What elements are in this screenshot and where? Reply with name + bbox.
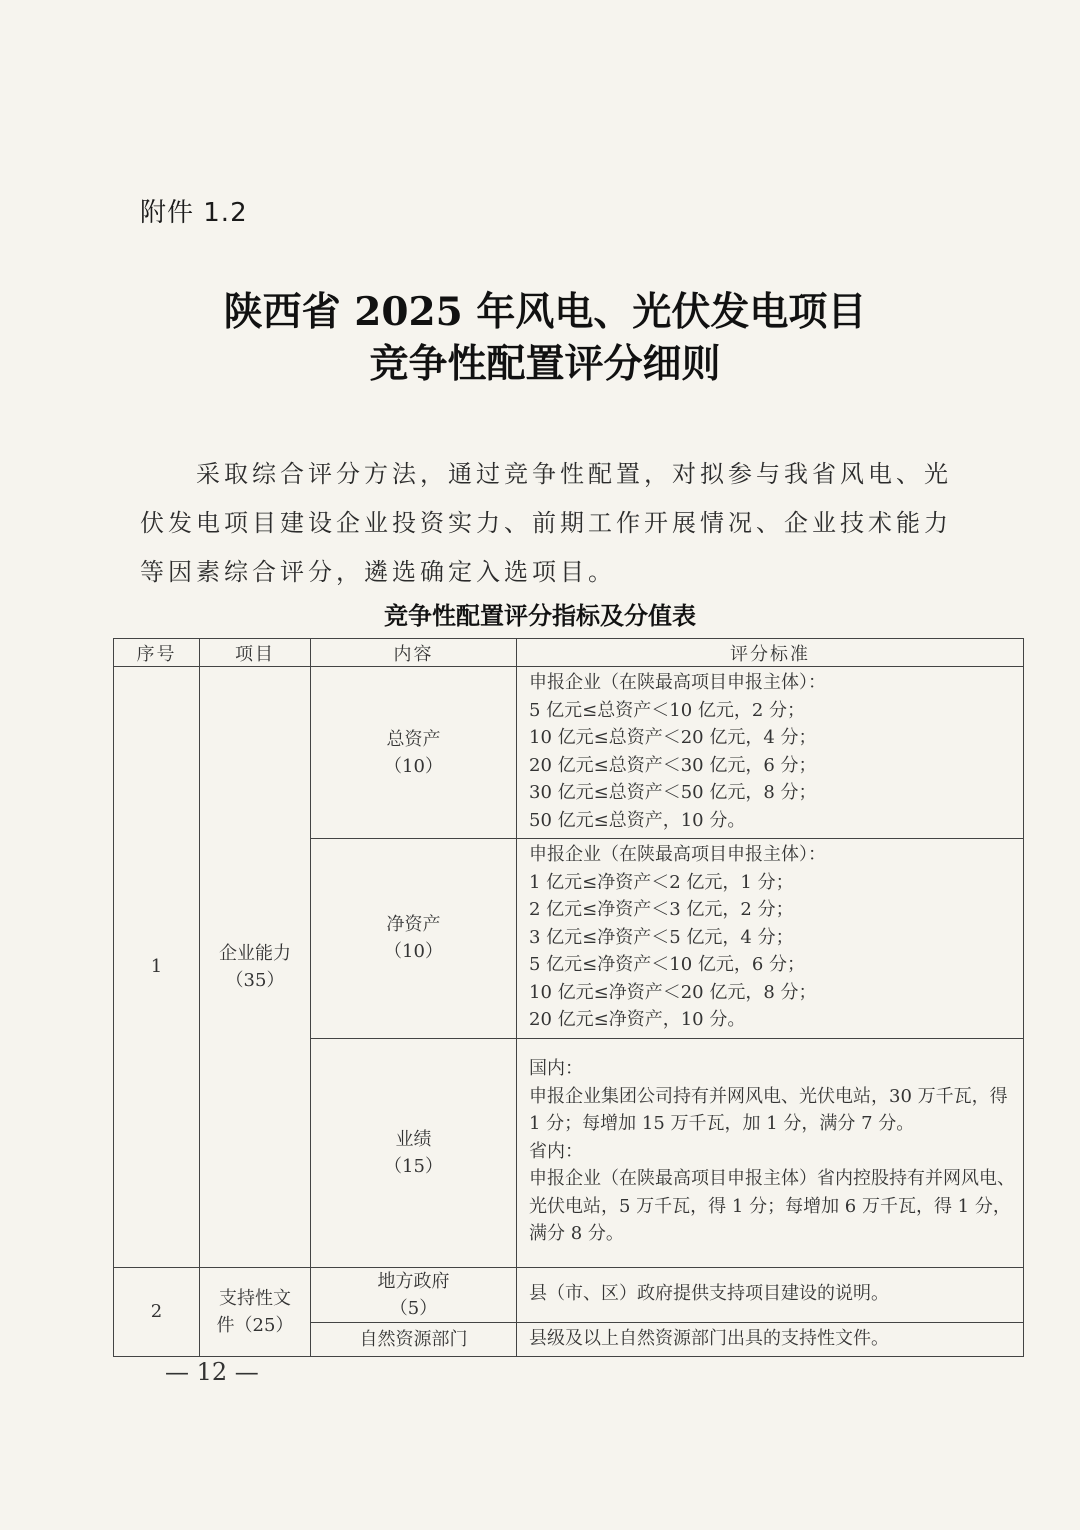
criteria-line: 申报企业（在陕最高项目申报主体）省内控股持有并网风电、光伏电站，5 万千瓦，得 1 分；每增加 6 万千瓦，得 1 分，满分 8 分。 bbox=[529, 1168, 1015, 1245]
content-cell bbox=[311, 1322, 517, 1357]
content-score: （5） bbox=[389, 1297, 438, 1319]
content-name: 净资产 bbox=[386, 914, 441, 936]
row-number: 2 bbox=[114, 1267, 200, 1357]
criteria-line: 2 亿元≤净资产＜3 亿元，2 分； bbox=[529, 899, 794, 920]
content-score: （10） bbox=[384, 755, 443, 777]
criteria-line: 5 亿元≤净资产＜10 亿元，6 分； bbox=[529, 954, 806, 975]
criteria-line: 申报企业（在陕最高项目申报主体）： bbox=[529, 672, 826, 693]
attachment-label: 附件 1.2 bbox=[140, 198, 248, 228]
content-name: 业绩 bbox=[395, 1128, 432, 1150]
criteria-line: 20 亿元≤总资产＜30 亿元，6 分； bbox=[529, 754, 817, 776]
scoring-table bbox=[113, 638, 1024, 1357]
item-name: 支持性文 bbox=[219, 1287, 291, 1309]
table-row bbox=[114, 667, 1024, 839]
content-cell bbox=[311, 1267, 517, 1322]
content-name: 总资产 bbox=[386, 728, 441, 750]
content-cell bbox=[311, 667, 517, 839]
item-name: 企业能力 bbox=[219, 942, 291, 964]
content-cell bbox=[311, 839, 517, 1039]
table-header-row bbox=[114, 639, 1024, 667]
intro-paragraph: 采取综合评分方法，通过竞争性配置，对拟参与我省风电、光伏发电项目建设企业投资实力、前期工作开展情况、企业技术能力等因素综合评分，遴选确定入选项目。 bbox=[140, 460, 952, 586]
criteria-line: 20 亿元≤净资产，10 分。 bbox=[529, 1009, 746, 1030]
criteria-line: 省内： bbox=[529, 1140, 583, 1162]
criteria-line: 10 亿元≤净资产＜20 亿元，8 分； bbox=[529, 981, 817, 1003]
criteria-cell bbox=[517, 1038, 1024, 1267]
criteria-line: 县级及以上自然资源部门出具的支持性文件。 bbox=[529, 1327, 889, 1349]
criteria-line: 3 亿元≤净资产＜5 亿元，4 分； bbox=[529, 926, 794, 948]
page-number: — 12 — bbox=[165, 1358, 259, 1386]
table-row bbox=[114, 1267, 1024, 1322]
criteria-cell bbox=[517, 667, 1024, 839]
content-cell bbox=[311, 1038, 517, 1267]
criteria-line: 国内： bbox=[529, 1058, 583, 1080]
content-name: 自然资源部门 bbox=[359, 1328, 468, 1350]
table-title: 竞争性配置评分指标及分值表 bbox=[384, 602, 696, 630]
header-content: 内容 bbox=[311, 639, 517, 667]
criteria-line: 1 亿元≤净资产＜2 亿元，1 分； bbox=[529, 871, 794, 893]
content-score: （10） bbox=[384, 941, 443, 963]
title-line: 陕西省 2025 年风电、光伏发电项目 bbox=[223, 289, 867, 335]
content-score: （15） bbox=[384, 1155, 443, 1177]
row-number: 1 bbox=[114, 667, 200, 1268]
document-title bbox=[0, 286, 1080, 390]
item-score: （35） bbox=[225, 969, 285, 991]
item-cell bbox=[200, 667, 311, 1268]
title-line: 竞争性配置评分细则 bbox=[369, 341, 721, 387]
criteria-line: 10 亿元≤总资产＜20 亿元，4 分； bbox=[529, 727, 817, 748]
item-score: 件（25） bbox=[216, 1314, 294, 1336]
header-no: 序号 bbox=[114, 639, 200, 667]
criteria-line: 30 亿元≤总资产＜50 亿元，8 分； bbox=[529, 782, 817, 803]
criteria-cell bbox=[517, 839, 1024, 1039]
criteria-line: 5 亿元≤总资产＜10 亿元，2 分； bbox=[529, 699, 806, 721]
criteria-line: 50 亿元≤总资产，10 分。 bbox=[529, 809, 746, 831]
criteria-line: 申报企业集团公司持有并网风电、光伏电站，30 万千瓦，得 1 分；每增加 15 万千瓦，加 1 分，满分 7 分。 bbox=[529, 1085, 1008, 1135]
header-item: 项目 bbox=[200, 639, 311, 667]
content-name: 地方政府 bbox=[377, 1270, 450, 1292]
criteria-line: 申报企业（在陕最高项目申报主体）： bbox=[529, 844, 826, 865]
criteria-line: 县（市、区）政府提供支持项目建设的说明。 bbox=[529, 1282, 889, 1304]
criteria-cell bbox=[517, 1267, 1024, 1322]
criteria-cell bbox=[517, 1322, 1024, 1357]
item-cell bbox=[200, 1267, 311, 1357]
header-criteria: 评分标准 bbox=[517, 639, 1024, 667]
